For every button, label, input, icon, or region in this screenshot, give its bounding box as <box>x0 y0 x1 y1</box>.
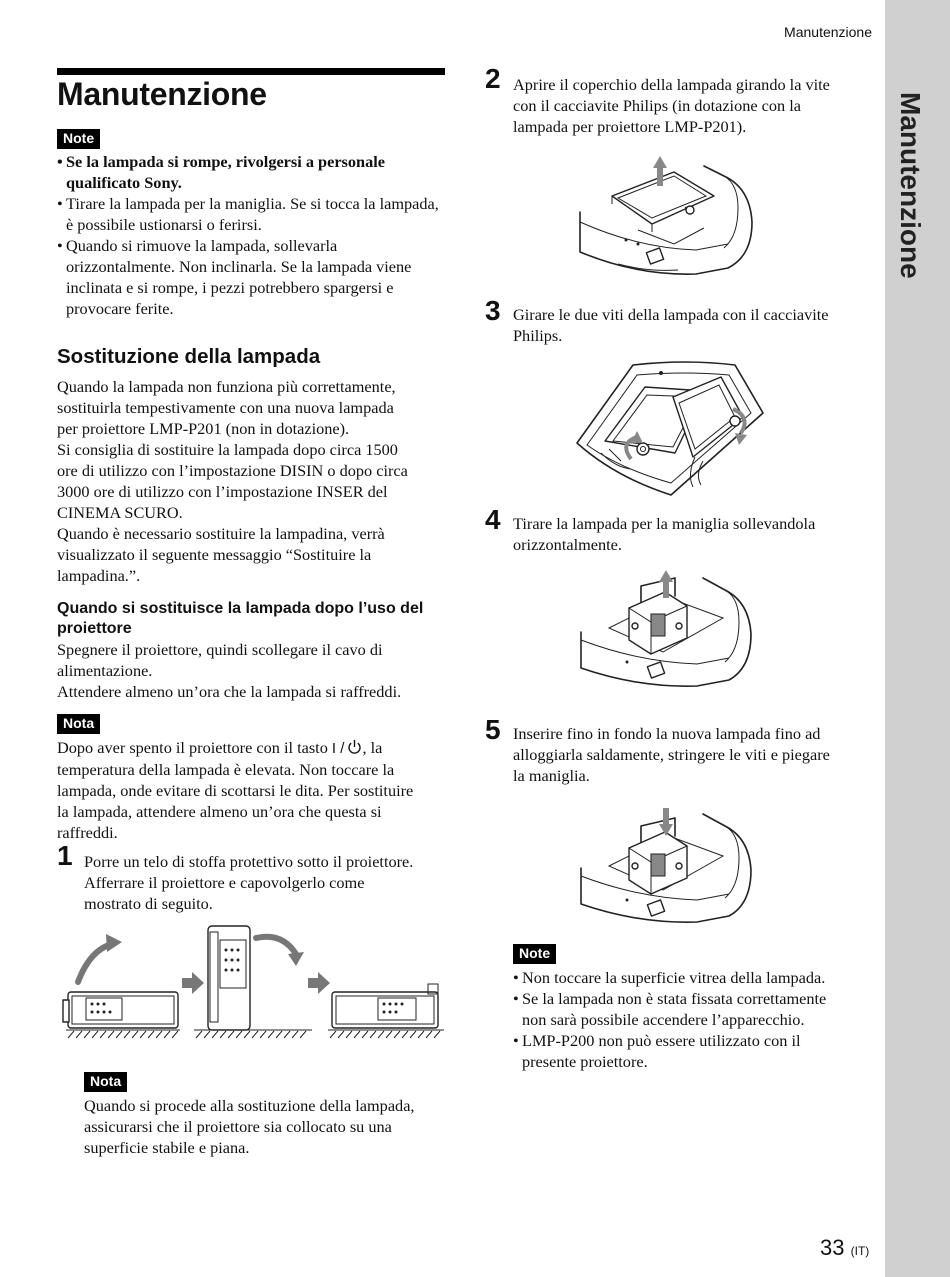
section-paragraph <box>57 376 452 586</box>
nota-line: la lampada, attendere almeno un’ora che questa si <box>57 802 382 821</box>
nota-paragraph <box>57 737 452 843</box>
paragraph-line: visualizzato il seguente messaggio “Sostituire la <box>57 545 372 564</box>
note-list <box>513 967 873 1072</box>
step-line: alloggiarla saldamente, stringere le viti e piegare <box>513 745 830 764</box>
step-text <box>513 74 873 137</box>
step-line: mostrato di seguito. <box>84 894 213 913</box>
step-line: lampada per proiettore LMP-P201). <box>513 117 747 136</box>
arrowhead-icon <box>288 952 304 966</box>
step-line: con il cacciavite Philips (in dotazione con la <box>513 96 801 115</box>
note-item: • Non toccare la superficie vitrea della lampada. <box>513 967 873 988</box>
paragraph-line: lampadina.”. <box>57 566 141 585</box>
note-badge: Note <box>513 944 556 964</box>
paragraph-line: Spegnere il proiettore, quindi scollegare il cavo di <box>57 640 383 659</box>
paragraph-line: Quando è necessario sostituire la lampadina, verrà <box>57 524 385 543</box>
page-language-code: (IT) <box>850 1244 870 1258</box>
step-text <box>513 304 873 346</box>
arrowhead-icon <box>106 934 122 952</box>
projector-upright-drawing <box>63 992 178 1028</box>
nota-line: Dopo aver spento il proiettore con il tasto <box>57 738 328 757</box>
paragraph-line: CINEMA SCURO. <box>57 503 183 522</box>
note-item: • Se la lampada non è stata fissata correttamente non sarà possibile accendere l’apparecchio. <box>513 988 873 1030</box>
step-line: Girare le due viti della lampada con il cacciavite <box>513 305 829 324</box>
ground-hatch <box>328 1030 444 1038</box>
nota-line-tail: , la <box>362 738 383 757</box>
step-line: Tirare la lampada per la maniglia sollevandola <box>513 514 816 533</box>
projector-upside-down-drawing <box>332 984 438 1028</box>
subsection-paragraph <box>57 639 452 702</box>
step-line: Porre un telo di stoffa protettivo sotto il proiettore. <box>84 852 414 871</box>
open-lamp-cover-illustration <box>578 152 756 276</box>
step-text <box>513 723 873 786</box>
paragraph-line: Si consiglia di sostituire la lampada dopo circa 1500 <box>57 440 398 459</box>
note-list <box>57 151 447 319</box>
paragraph-line: ore di utilizzo con l’impostazione DISIN o dopo circa <box>57 461 408 480</box>
note-item: • Quando si rimuove la lampada, sollevarla orizzontalmente. Non inclinarla. Se la lampada viene inclinata e si rompe, i pezzi potrebbero spargersi e provocare ferite. <box>57 235 447 319</box>
step-number: 4 <box>485 504 501 535</box>
lamp-unit-drawing <box>629 578 687 654</box>
projector-on-side-drawing <box>208 926 250 1030</box>
running-head: Manutenzione <box>784 24 872 40</box>
subheading: Quando si sostituisce la lampada dopo l’uso del proiettore <box>57 600 424 637</box>
page-number-value: 33 <box>820 1235 845 1260</box>
step-text <box>513 513 873 555</box>
note-item: • LMP-P200 non può essere utilizzato con il presente proiettore. <box>513 1030 873 1072</box>
nota-line: temperatura della lampada è elevata. Non toccare la <box>57 760 395 779</box>
paragraph-line: Attendere almeno un’ora che la lampada si raffreddi. <box>57 682 402 701</box>
step-line: Afferrare il proiettore e capovolgerlo come <box>84 873 365 892</box>
curved-arrow-icon <box>256 937 296 954</box>
step-line: Aprire il coperchio della lampada girando la vite <box>513 75 830 94</box>
paragraph-line: alimentazione. <box>57 661 153 680</box>
step-number: 5 <box>485 714 501 745</box>
arrow-right-icon <box>308 972 330 994</box>
unscrew-lamp-illustration <box>575 357 767 497</box>
side-tab-label: Manutenzione <box>895 92 926 279</box>
paragraph-line: 3000 ore di utilizzo con l’impostazione INSER del <box>57 482 388 501</box>
page-title: Manutenzione <box>57 76 267 112</box>
step-number: 2 <box>485 63 501 94</box>
flip-projector-illustration <box>60 920 450 1050</box>
paragraph-line: sostituirla tempestivamente con una nuova lampada <box>57 398 394 417</box>
step-line: la maniglia. <box>513 766 590 785</box>
nota-badge: Nota <box>57 714 100 734</box>
power-key-label: I / <box>331 740 345 757</box>
step-number: 1 <box>57 840 73 871</box>
pull-lamp-illustration <box>579 568 755 688</box>
page-number <box>820 1235 869 1261</box>
paragraph-line: per proiettore LMP-P201 (non in dotazione). <box>57 419 350 438</box>
step-line: orizzontalmente. <box>513 535 622 554</box>
step-number: 3 <box>485 295 501 326</box>
step-line: Philips. <box>513 326 563 345</box>
power-icon <box>347 739 362 755</box>
note-badge: Note <box>57 129 100 149</box>
step-text <box>84 851 454 914</box>
section-heading: Sostituzione della lampada <box>57 345 321 368</box>
lamp-unit-drawing <box>629 818 687 894</box>
insert-lamp-illustration <box>579 804 755 924</box>
nota-line: superficie stabile e piana. <box>84 1138 250 1157</box>
step-line: Inserire fino in fondo la nuova lampada fino ad <box>513 724 821 743</box>
paragraph-line: Quando la lampada non funziona più correttamente, <box>57 377 396 396</box>
ground-hatch <box>66 1030 180 1038</box>
nota-step1-paragraph <box>84 1095 454 1158</box>
title-rule <box>57 68 445 75</box>
nota-line: Quando si procede alla sostituzione della lampada, <box>84 1096 415 1115</box>
note-item: • Se la lampada si rompe, rivolgersi a personale qualificato Sony. <box>57 151 447 193</box>
nota-line: assicurarsi che il proiettore sia collocato su una <box>84 1117 392 1136</box>
nota-line: raffreddi. <box>57 823 118 842</box>
arrow-right-icon <box>182 972 204 994</box>
nota-line: lampada, onde evitare di scottarsi le dita. Per sostituire <box>57 781 414 800</box>
note-item: • Tirare la lampada per la maniglia. Se si tocca la lampada, è possibile ustionarsi o ferirsi. <box>57 193 447 235</box>
ground-hatch <box>194 1030 312 1038</box>
nota-badge: Nota <box>84 1072 127 1092</box>
